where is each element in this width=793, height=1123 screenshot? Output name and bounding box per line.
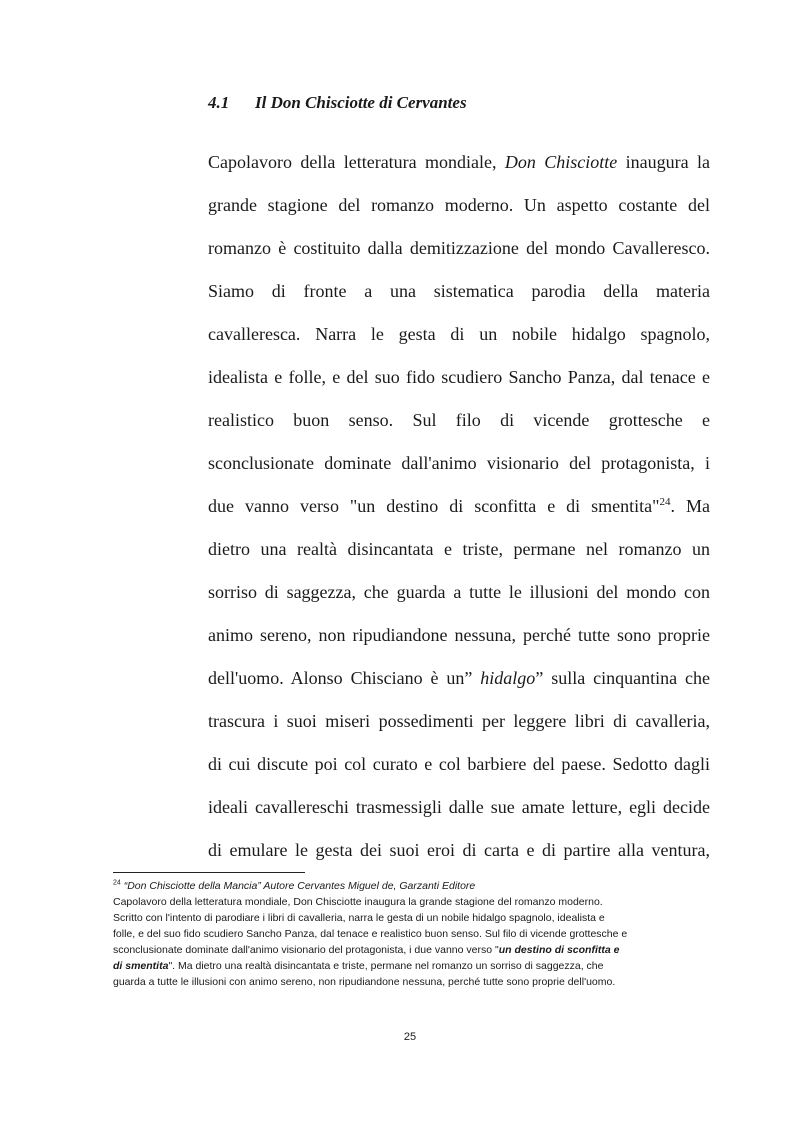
footnote-text-segment: sconclusionate dominate dall'animo visionario del protagonista, i due vanno verso "	[113, 944, 499, 956]
body-line: trascura i suoi miseri possedimenti per leggere libri di cavalleria,	[208, 711, 710, 731]
body-line: di emulare le gesta dei suoi eroi di carta e di partire alla ventura,	[208, 840, 710, 860]
footnote-emphasis: di smentita	[113, 960, 169, 972]
footnote-line: guarda a tutte le illusioni con animo sereno, non ripudiandone nessuna, perché tutte sono proprie dell'uomo.	[113, 976, 616, 988]
footnote-line: Scritto con l'intento di parodiare i libri di cavalleria, narra le gesta di un nobile hidalgo spagnolo, idealista e	[113, 912, 605, 924]
footnote-marker: 24	[113, 879, 121, 887]
footnote-line: Capolavoro della letteratura mondiale, Don Chisciotte inaugura la grande stagione del romanzo moderno.	[113, 896, 603, 908]
footnote-line	[113, 958, 713, 974]
body-line: cavalleresca. Narra le gesta di un nobile hidalgo spagnolo,	[208, 324, 710, 344]
body-text-segment: Capolavoro della letteratura mondiale,	[208, 152, 505, 172]
body-text-segment: inaugura la	[617, 152, 710, 172]
footnote-separator	[113, 872, 305, 873]
body-line: grande stagione del romanzo moderno. Un aspetto costante del	[208, 195, 710, 215]
body-line: animo sereno, non ripudiandone nessuna, perché tutte sono proprie	[208, 625, 710, 645]
body-line	[208, 657, 710, 700]
body-line: realistico buon senso. Sul filo di vicende grottesche e	[208, 410, 710, 430]
page-number: 25	[403, 1031, 417, 1043]
section-heading	[208, 93, 708, 113]
body-text-segment: . Ma	[670, 496, 710, 516]
footnote-text-segment: ". Ma dietro una realtà disincantata e triste, permane nel romanzo un sorriso di saggezza, che	[168, 960, 604, 972]
body-line: idealista e folle, e del suo fido scudiero Sancho Panza, dal tenace e	[208, 367, 710, 387]
footnote	[113, 878, 713, 990]
footnote-citation: “Don Chisciotte della Mancia” Autore Cervantes Miguel de, Garzanti Editore	[120, 880, 476, 892]
section-number: 4.1	[208, 93, 230, 112]
body-line: di cui discute poi col curato e col barbiere del paese. Sedotto dagli	[208, 754, 710, 774]
body-line: Siamo di fronte a una sistematica parodia della materia	[208, 281, 710, 301]
footnote-emphasis: un destino di sconfitta e	[498, 944, 620, 956]
italic-title: Don Chisciotte	[504, 152, 618, 172]
section-title: Il Don Chisciotte di Cervantes	[255, 93, 467, 112]
footnote-line: folle, e del suo fido scudiero Sancho Panza, dal tenace e realistico buon senso. Sul filo di vicende grottesche e	[113, 928, 628, 940]
footnote-line	[113, 878, 713, 894]
body-text-segment: dell'uomo. Alonso Chisciano è un”	[208, 668, 481, 688]
body-line: sorriso di saggezza, che guarda a tutte le illusioni del mondo con	[208, 582, 710, 602]
body-line: sconclusionate dominate dall'animo visionario del protagonista, i	[208, 453, 710, 473]
body-line: dietro una realtà disincantata e triste, permane nel romanzo un	[208, 539, 710, 559]
italic-term: hidalgo	[480, 668, 536, 688]
body-line	[208, 141, 710, 184]
body-line: ideali cavallereschi trasmessigli dalle sue amate letture, egli decide	[208, 797, 710, 817]
body-text-segment: due vanno verso "un destino di sconfitta e di smentita"	[208, 496, 660, 516]
footnote-line	[113, 942, 713, 958]
body-line: romanzo è costituito dalla demitizzazione del mondo Cavalleresco.	[208, 238, 710, 258]
body-text-segment: ” sulla cinquantina che	[535, 668, 710, 688]
body-paragraph	[208, 141, 710, 872]
body-line	[208, 485, 710, 528]
footnote-reference[interactable]: 24	[659, 496, 671, 508]
